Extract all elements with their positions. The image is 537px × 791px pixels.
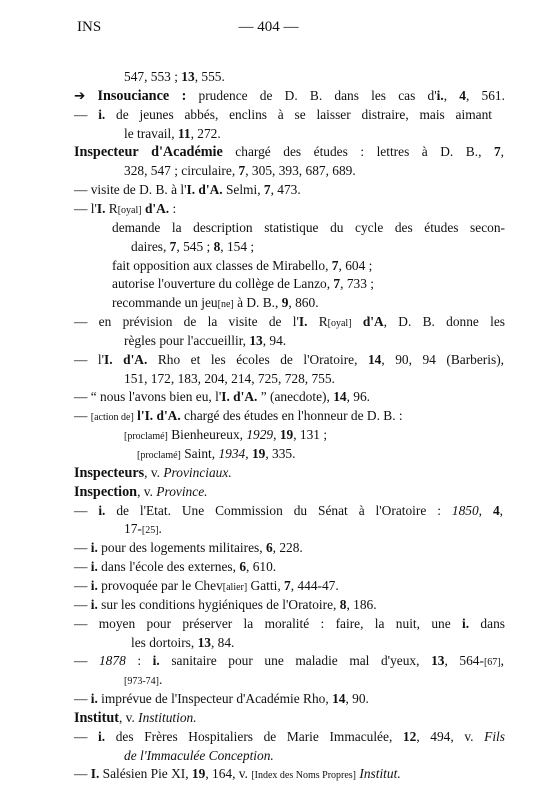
- index-text-segment: des Frères Hospitaliers de Marie Immaculée,: [105, 728, 403, 744]
- index-line: [124, 519, 162, 540]
- index-text-segment: ” (anecdote),: [257, 389, 334, 405]
- index-text-segment: 6: [265, 540, 273, 556]
- index-text-segment: 1934: [218, 446, 246, 461]
- index-text-segment: Inspecteurs: [74, 464, 145, 481]
- index-text-segment: , 272.: [190, 125, 221, 141]
- index-line: [124, 331, 286, 350]
- index-line: [74, 350, 504, 369]
- index-text-segment: [Index des Noms Propres]: [251, 770, 357, 782]
- index-text-segment: [oyal]: [327, 318, 352, 330]
- index-line: [74, 199, 176, 220]
- index-line: [74, 482, 207, 502]
- index-text-segment: , 494, v.: [416, 728, 485, 744]
- index-text-segment: , 335.: [265, 446, 296, 461]
- index-text-segment: 19: [279, 427, 294, 443]
- index-text-segment: , 561.: [465, 87, 505, 103]
- index-text-segment: 1850: [451, 502, 479, 518]
- header-section-label: INS: [77, 19, 102, 35]
- index-text-segment: autorise l'ouverture du collège de Lanzo,: [112, 276, 334, 292]
- index-line: [124, 670, 162, 691]
- index-text-segment: , 860.: [288, 295, 319, 311]
- index-text-segment: daires,: [131, 238, 170, 254]
- index-text-segment: fait opposition aux classes de Mirabello,: [112, 257, 332, 273]
- index-text-segment: 7: [333, 276, 341, 292]
- index-text-segment: i.: [436, 87, 444, 103]
- index-text-segment: d'A: [362, 314, 384, 330]
- index-line: [74, 614, 505, 633]
- index-text-segment: :: [169, 200, 177, 216]
- index-text-segment: —: [74, 559, 91, 575]
- index-text-segment: 547, 553 ;: [124, 69, 182, 84]
- index-text-segment: , 90.: [345, 691, 369, 707]
- index-text-segment: Provinciaux.: [163, 464, 232, 480]
- index-text-segment: I.: [298, 314, 308, 330]
- index-text-segment: chargé des études : lettres à D. B.,: [222, 144, 494, 160]
- index-text-segment: — moyen pour préserver la moralité : faire, la nuit, une: [74, 615, 463, 631]
- index-line: [74, 501, 503, 520]
- index-text-segment: 151, 172, 183, 204, 214, 725, 728, 755.: [124, 370, 335, 386]
- index-text-segment: [67]: [483, 657, 501, 669]
- index-text-segment: — en prévision de la visite de l': [74, 314, 299, 330]
- index-text-segment: i.: [90, 540, 98, 556]
- index-text-segment: Saint,: [180, 446, 219, 461]
- index-text-segment: 14: [332, 691, 346, 707]
- index-text-segment: ,: [500, 144, 504, 160]
- index-text-segment: , 555.: [194, 69, 225, 84]
- index-text-segment: I. d'A.: [221, 389, 258, 405]
- index-text-segment: 17-: [124, 521, 142, 537]
- index-text-segment: , v.: [137, 483, 157, 499]
- index-text-segment: Fils: [484, 728, 505, 744]
- index-text-segment: , 228.: [272, 540, 303, 556]
- index-text-segment: de l'Etat. Une Commission du Sénat à l'Oratoire :: [105, 502, 452, 518]
- index-text-segment: 14: [333, 389, 347, 405]
- index-text-segment: dans l'école des externes,: [97, 559, 240, 575]
- index-text-segment: de jeunes abbés, enclins à se laisser distraire, mais aimant: [105, 106, 492, 122]
- index-text-segment: d'A.: [144, 200, 170, 216]
- index-text-segment: règles pour l'accueillir,: [124, 332, 250, 348]
- index-text-segment: 1878: [98, 653, 126, 669]
- index-text-segment: 19: [191, 766, 206, 782]
- running-header: [0, 19, 537, 41]
- index-text-segment: Province.: [156, 483, 208, 499]
- index-text-segment: —: [74, 502, 99, 518]
- index-text-segment: ,: [499, 502, 503, 518]
- index-text-segment: — visite de D. B. à l': [74, 182, 187, 198]
- index-line: [131, 237, 254, 256]
- index-text-segment: , 604 ;: [338, 257, 373, 273]
- index-line: [112, 274, 374, 293]
- index-text-segment: i.: [462, 615, 470, 631]
- index-text-segment: 7: [493, 144, 501, 160]
- index-line: [112, 293, 319, 314]
- index-text-segment: demande la description statistique du cycle des études secon-: [112, 219, 505, 235]
- index-line: [137, 444, 295, 465]
- index-text-segment: pour des logements militaires,: [97, 540, 266, 556]
- index-text-segment: , 131 ;: [293, 427, 328, 443]
- index-text-segment: [25]: [141, 525, 159, 537]
- index-line: [74, 538, 303, 557]
- index-line: [74, 142, 504, 162]
- index-line: [112, 256, 372, 275]
- index-text-segment: , 545 ;: [176, 238, 214, 254]
- index-text-segment: i.: [98, 728, 106, 744]
- index-text-segment: —: [74, 596, 91, 612]
- index-text-segment: i.: [90, 691, 98, 707]
- index-text-segment: i.: [98, 502, 106, 518]
- index-text-segment: ,: [273, 427, 280, 443]
- index-text-segment: I. d'A.: [104, 351, 148, 367]
- index-text-segment: — l': [74, 351, 105, 367]
- index-text-segment: , 733 ;: [340, 276, 374, 292]
- index-text-segment: l'I. d'A.: [137, 408, 181, 424]
- index-line: [74, 387, 370, 406]
- index-text-segment: ,: [443, 87, 460, 103]
- page-number: — 404 —: [238, 19, 299, 35]
- index-text-segment: prudence de D. B. dans les cas d': [186, 87, 437, 103]
- index-text-segment: 9: [281, 295, 289, 311]
- index-text-segment: 8: [339, 596, 347, 612]
- index-text-segment: [proclamé]: [137, 450, 181, 461]
- index-line: [124, 161, 356, 180]
- index-text-segment: .: [159, 672, 163, 688]
- index-text-segment: 13: [197, 634, 211, 650]
- index-line: [124, 124, 221, 143]
- index-text-segment: [352, 314, 363, 329]
- index-line: [74, 180, 301, 199]
- index-line: [124, 369, 335, 388]
- index-text-segment: provoquée par le Chev: [97, 577, 223, 593]
- index-text-segment: — l': [74, 200, 97, 216]
- index-text-segment: , 564-: [444, 653, 484, 669]
- index-text-segment: —: [74, 106, 99, 122]
- index-text-segment: , 610.: [246, 559, 277, 575]
- index-text-segment: 7: [331, 257, 339, 273]
- index-line: [74, 557, 276, 576]
- index-text-segment: , v.: [118, 709, 139, 725]
- index-line: [74, 406, 403, 427]
- index-text-segment: dans: [469, 615, 505, 631]
- index-text-segment: , D. B. donne les: [383, 314, 506, 330]
- index-text-segment: 11: [177, 125, 191, 141]
- index-text-segment: I. d'A.: [186, 182, 223, 198]
- index-text-segment: —: [74, 408, 91, 424]
- index-text-segment: 12: [402, 728, 417, 744]
- index-text-segment: Institut: [74, 709, 119, 726]
- index-text-segment: 6: [239, 559, 247, 575]
- index-text-segment: , 444-47.: [290, 577, 339, 593]
- index-text-segment: [ne]: [217, 299, 234, 311]
- index-text-segment: Rho et les écoles de l'Oratoire,: [147, 351, 368, 367]
- index-text-segment: 7: [238, 163, 246, 179]
- index-text-segment: sur les conditions hygiéniques de l'Oratoire,: [97, 596, 340, 612]
- index-line: [74, 689, 369, 708]
- index-text-segment: I.: [96, 200, 106, 216]
- index-text-segment: —: [74, 653, 99, 669]
- index-line: [74, 463, 232, 483]
- index-text-segment: i.: [90, 577, 98, 593]
- index-text-segment: , 186.: [346, 596, 377, 612]
- index-text-segment: 7: [284, 577, 291, 593]
- index-text-segment: le travail,: [124, 125, 178, 141]
- index-text-segment: , 90, 94 (Barberis),: [381, 351, 505, 367]
- index-text-segment: Institut.: [359, 766, 401, 782]
- index-text-segment: , 96.: [346, 389, 371, 405]
- index-text-segment: recommande un jeu: [112, 295, 218, 311]
- index-line: [74, 764, 401, 785]
- index-text-segment: i.: [90, 596, 98, 612]
- index-line: [74, 105, 492, 124]
- index-text-segment: 13: [249, 332, 263, 348]
- index-text-segment: imprévue de l'Inspecteur d'Académie Rho,: [97, 691, 333, 707]
- index-text-segment: Bienheureux,: [167, 427, 247, 443]
- index-text-segment: , 154 ;: [220, 238, 255, 254]
- index-text-segment: , 84.: [210, 634, 235, 650]
- index-text-segment: 7: [263, 182, 271, 198]
- index-text-segment: les dortoirs,: [131, 634, 198, 650]
- index-text-segment: , v.: [144, 464, 164, 480]
- index-text-segment: 19: [251, 446, 266, 461]
- index-text-segment: 13: [181, 69, 195, 84]
- index-line: [74, 595, 377, 614]
- index-text-segment: 4: [459, 87, 466, 103]
- index-text-segment: ,: [245, 446, 252, 461]
- index-text-segment: ,: [478, 502, 493, 518]
- index-text-segment: 328, 547 ; circulaire,: [124, 163, 239, 179]
- index-text-segment: Selmi,: [222, 182, 264, 198]
- index-text-segment: —: [74, 577, 91, 593]
- index-line: [74, 727, 505, 746]
- index-text-segment: 14: [367, 351, 382, 367]
- index-text-segment: —: [74, 691, 91, 707]
- index-line: [112, 218, 505, 237]
- index-text-segment: [oyal]: [117, 204, 142, 216]
- index-text-segment: Inspecteur d'Académie: [74, 144, 223, 161]
- index-text-segment: de l'Immaculée Conception.: [124, 747, 274, 763]
- index-text-segment: [973-74]: [124, 676, 159, 688]
- index-text-segment: , 305, 393, 687, 689.: [245, 163, 356, 179]
- index-text-segment: —: [74, 540, 91, 556]
- index-text-segment: , 94.: [262, 332, 287, 348]
- index-line: [74, 708, 197, 728]
- index-text-segment: 4: [492, 502, 500, 518]
- index-line: [124, 425, 327, 446]
- index-line: [131, 633, 234, 652]
- index-text-segment: Insouciance :: [97, 87, 187, 104]
- index-line: [74, 651, 504, 672]
- index-text-segment: I.: [90, 766, 100, 782]
- index-text-segment: [proclamé]: [124, 431, 168, 443]
- index-text-segment: .: [158, 521, 162, 537]
- index-text-segment: 1929: [246, 427, 274, 443]
- index-text-segment: Gatti,: [247, 577, 285, 593]
- index-text-segment: 8: [213, 238, 221, 254]
- index-text-segment: — “ nous l'avons bien eu, l': [74, 389, 222, 405]
- index-line: [74, 312, 505, 333]
- index-text-segment: Inspection: [74, 483, 138, 500]
- index-text-segment: i.: [98, 106, 106, 122]
- index-text-segment: chargé des études en l'honneur de D. B. :: [180, 408, 403, 424]
- index-text-segment: —: [74, 766, 91, 782]
- index-line: [124, 746, 274, 765]
- index-text-segment: 13: [431, 653, 445, 669]
- index-line: [74, 576, 339, 597]
- index-text-segment: à D. B.,: [233, 295, 282, 311]
- index-text-segment: [alier]: [222, 581, 248, 593]
- index-line: [124, 67, 225, 86]
- index-text-segment: Salésien Pie XI,: [99, 766, 192, 782]
- index-text-segment: Institution.: [138, 709, 197, 725]
- index-text-segment: ,: [500, 653, 504, 669]
- index-text-segment: i.: [90, 559, 98, 575]
- index-text-segment: sanitaire pour une maladie mal d'yeux,: [159, 653, 432, 669]
- index-text-segment: :: [125, 653, 153, 669]
- index-text-segment: —: [74, 728, 99, 744]
- index-text-segment: , 164, v.: [205, 766, 252, 782]
- index-text-segment: [action de]: [90, 412, 134, 424]
- index-text-segment: , 473.: [270, 182, 301, 198]
- index-text-segment: R: [105, 200, 118, 216]
- index-line: [74, 86, 505, 106]
- index-text-segment: i.: [152, 653, 160, 669]
- index-text-segment: ➔: [74, 87, 98, 103]
- index-text-segment: 7: [169, 238, 177, 254]
- index-text-segment: R: [307, 314, 328, 330]
